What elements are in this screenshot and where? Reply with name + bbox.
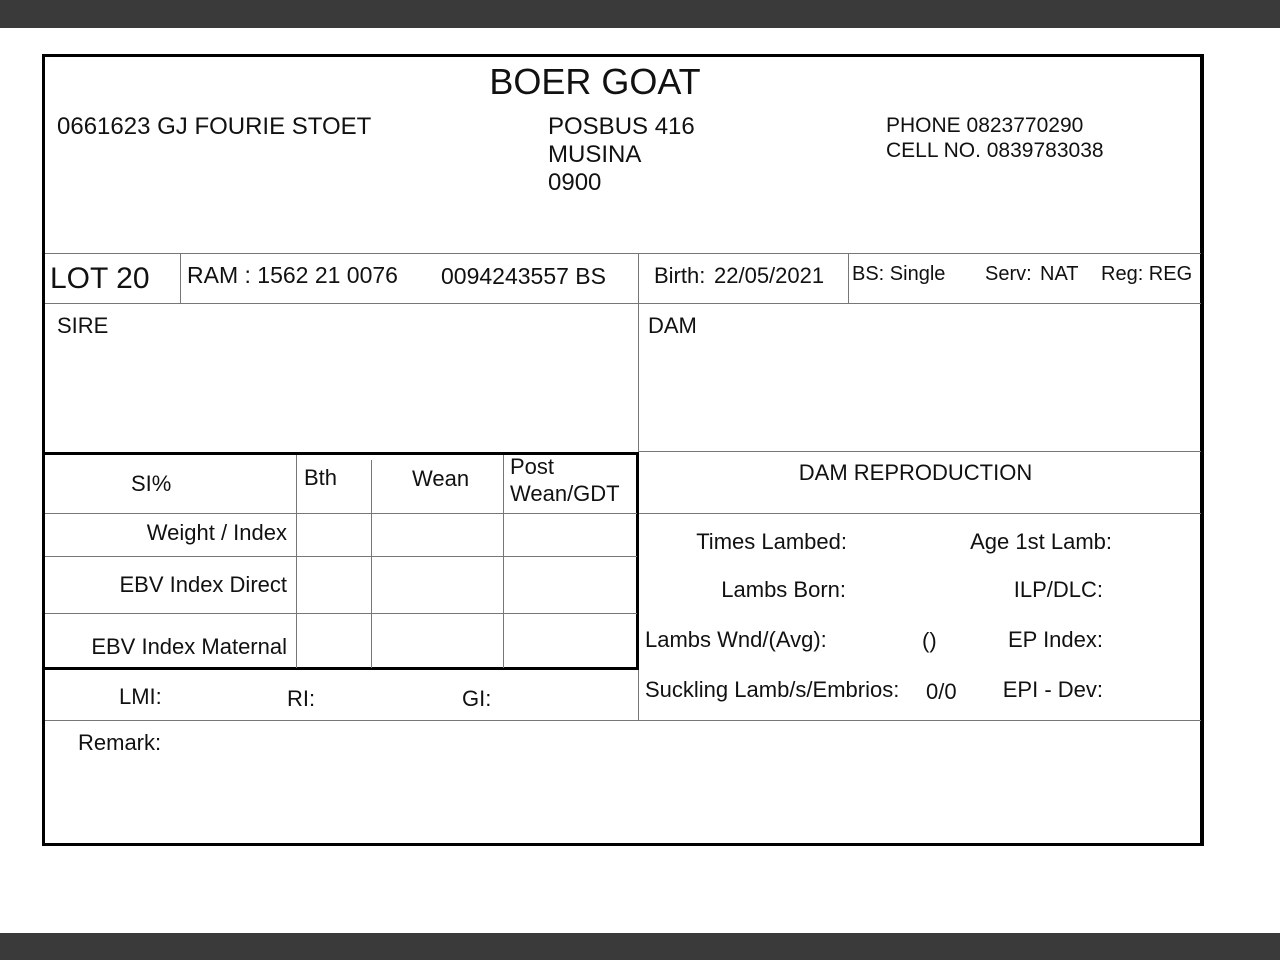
age-first-lamb-label: Age 1st Lamb: [970,529,1112,554]
ram-id: RAM : 1562 21 0076 [187,262,398,288]
phone-number: PHONE 0823770290 [886,114,1084,137]
ep-index-label: EP Index: [1008,627,1103,652]
row-ebv-direct: EBV Index Direct [119,572,287,597]
growth-table-bottom [44,667,638,670]
birth-date: 22/05/2021 [714,263,825,288]
growth-row-3 [45,613,637,614]
bottom-bar [0,933,1280,960]
serv-label: Serv: [985,263,1032,285]
col-wean-gdt: Wean/GDT [510,481,620,506]
lmi-label: LMI: [119,684,162,709]
times-lambed-label: Times Lambed: [696,529,847,554]
suckling-label: Suckling Lamb/s/Embrios: [645,677,900,702]
divider-birth-bs [848,254,849,303]
suckling-value: 0/0 [926,679,957,704]
row-ebv-maternal: EBV Index Maternal [91,634,287,659]
gi-label: GI: [462,686,492,711]
row-weight-index: Weight / Index [146,520,287,545]
divider-remark [45,720,1201,721]
growth-col-2 [371,460,372,668]
form-title: BOER GOAT [489,61,701,102]
lambs-born-label: Lambs Born: [721,577,846,602]
cell-number: CELL NO. 0839783038 [886,139,1104,162]
growth-col-1 [296,455,297,668]
lot-number: LOT 20 [50,262,150,295]
remark-label: Remark: [78,730,162,755]
address-line-3: 0900 [548,169,602,196]
top-bar [0,0,1280,28]
ri-label: RI: [287,686,316,711]
dam-reproduction-header: DAM REPRODUCTION [798,460,1033,485]
divider-lot-ram [180,254,181,303]
divider-lot-row [45,303,1201,304]
col-wean: Wean [412,466,470,491]
epi-dev-label: EPI - Dev: [1002,677,1103,702]
divider-header [45,253,1201,254]
growth-table-right [636,452,639,670]
ilp-dlc-label: ILP/DLC: [1013,577,1103,602]
address-line-1: POSBUS 416 [548,113,695,140]
growth-col-3 [503,455,504,668]
lambs-weaned-label: Lambs Wnd/(Avg): [645,627,827,652]
birth-status: BS: Single [852,263,946,285]
reg-status: Reg: REG [1101,263,1193,285]
address-line-2: MUSINA [548,141,642,168]
birth-label: Birth: [654,263,706,288]
growth-row-1 [45,513,637,514]
col-bth: Bth [304,465,338,490]
owner-name: 0661623 GJ FOURIE STOET [57,113,372,140]
dam-header-bottom [639,513,1201,514]
lambs-weaned-value: () [922,628,937,653]
dam-label: DAM [648,313,697,338]
col-post: Post [510,454,555,479]
si-header: SI% [131,471,172,496]
sire-label: SIRE [57,313,109,338]
growth-row-2 [45,556,637,557]
lot-card-frame [42,54,1204,846]
divider-dam-top [639,451,1201,452]
registration-number: 0094243557 BS [441,263,606,289]
serv-value: NAT [1040,263,1079,285]
